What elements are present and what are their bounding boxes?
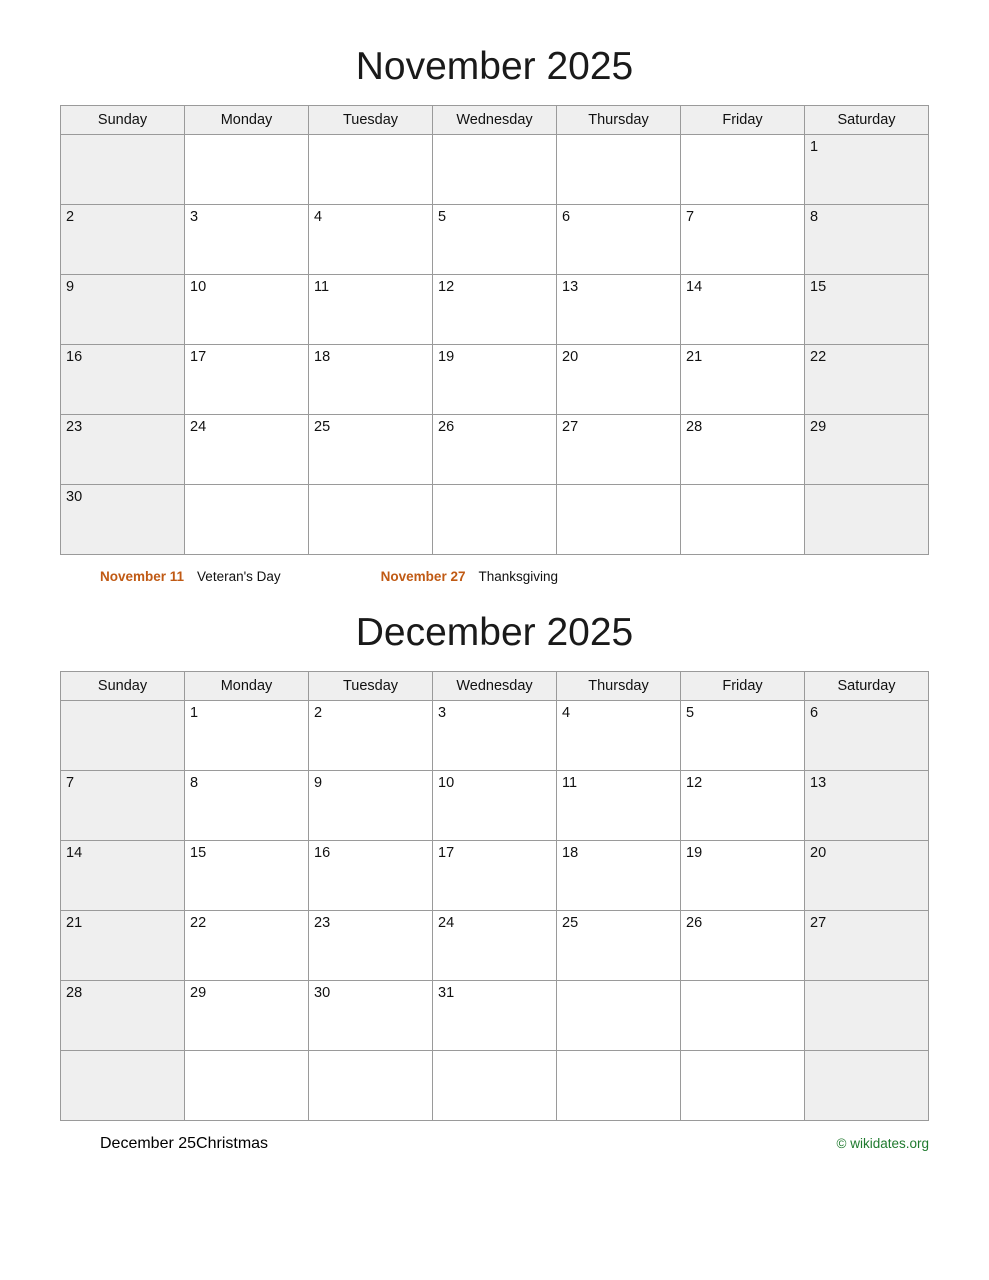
day-cell[interactable]: 26 xyxy=(681,910,805,980)
weekday-header-tuesday: Tuesday xyxy=(309,671,433,700)
calendar-week-row xyxy=(61,840,929,910)
calendar-week-row xyxy=(61,484,929,554)
calendar-week-row xyxy=(61,204,929,274)
day-cell[interactable]: 16 xyxy=(61,344,185,414)
day-cell[interactable]: 30 xyxy=(309,980,433,1050)
holiday-name: Christmas xyxy=(196,1134,269,1152)
day-cell[interactable]: 23 xyxy=(61,414,185,484)
weekday-header-friday: Friday xyxy=(681,105,805,134)
calendar-week-row xyxy=(61,770,929,840)
day-cell[interactable]: 22 xyxy=(185,910,309,980)
page-title-november: November 2025 xyxy=(355,45,634,88)
day-cell[interactable] xyxy=(309,1050,433,1120)
day-cell[interactable]: 14 xyxy=(61,840,185,910)
day-cell[interactable]: 14 xyxy=(681,274,805,344)
weekday-header-thursday: Thursday xyxy=(557,105,681,134)
calendar-week-row xyxy=(61,910,929,980)
day-cell[interactable]: 4 xyxy=(309,204,433,274)
weekday-header-wednesday: Wednesday xyxy=(433,671,557,700)
day-cell[interactable]: 29 xyxy=(805,414,929,484)
calendar-week-row xyxy=(61,1050,929,1120)
day-cell[interactable]: 28 xyxy=(61,980,185,1050)
day-cell[interactable]: 21 xyxy=(681,344,805,414)
day-cell[interactable] xyxy=(61,700,185,770)
weekday-header-saturday: Saturday xyxy=(805,671,929,700)
day-cell[interactable]: 12 xyxy=(681,770,805,840)
day-cell[interactable]: 5 xyxy=(681,700,805,770)
weekday-header-sunday: Sunday xyxy=(61,671,185,700)
day-cell[interactable]: 10 xyxy=(185,274,309,344)
day-cell[interactable]: 20 xyxy=(805,840,929,910)
day-cell[interactable]: 24 xyxy=(185,414,309,484)
day-cell[interactable]: 20 xyxy=(557,344,681,414)
holiday-entry xyxy=(381,569,558,584)
day-cell[interactable]: 22 xyxy=(805,344,929,414)
day-cell[interactable]: 18 xyxy=(557,840,681,910)
day-cell[interactable]: 25 xyxy=(309,414,433,484)
day-cell[interactable] xyxy=(557,484,681,554)
day-cell[interactable]: 31 xyxy=(433,980,557,1050)
calendar-week-row xyxy=(61,134,929,204)
weekday-header-friday: Friday xyxy=(681,671,805,700)
day-cell[interactable]: 18 xyxy=(309,344,433,414)
day-cell[interactable] xyxy=(681,980,805,1050)
day-cell[interactable] xyxy=(309,134,433,204)
day-cell[interactable]: 13 xyxy=(557,274,681,344)
day-cell[interactable] xyxy=(557,1050,681,1120)
day-cell[interactable]: 17 xyxy=(433,840,557,910)
holiday-date: November 11 xyxy=(100,568,185,584)
day-cell[interactable] xyxy=(61,1050,185,1120)
day-cell[interactable]: 19 xyxy=(433,344,557,414)
footer xyxy=(60,1121,929,1153)
day-cell[interactable]: 6 xyxy=(805,700,929,770)
day-cell[interactable] xyxy=(309,484,433,554)
day-cell[interactable]: 27 xyxy=(805,910,929,980)
calendar-table-december xyxy=(60,671,929,1121)
day-cell[interactable]: 7 xyxy=(681,204,805,274)
holiday-legend-december xyxy=(100,1135,268,1153)
day-cell[interactable]: 11 xyxy=(557,770,681,840)
weekday-header-row xyxy=(61,105,929,134)
day-cell[interactable] xyxy=(433,484,557,554)
day-cell[interactable]: 1 xyxy=(185,700,309,770)
day-cell[interactable]: 6 xyxy=(557,204,681,274)
day-cell[interactable]: 26 xyxy=(433,414,557,484)
day-cell[interactable]: 7 xyxy=(61,770,185,840)
weekday-header-row xyxy=(61,671,929,700)
day-cell[interactable]: 2 xyxy=(309,700,433,770)
calendar-table-november xyxy=(60,105,929,555)
weekday-header-sunday: Sunday xyxy=(61,105,185,134)
day-cell[interactable] xyxy=(433,1050,557,1120)
weekday-header-saturday: Saturday xyxy=(805,105,929,134)
calendar-week-row xyxy=(61,344,929,414)
day-cell[interactable]: 23 xyxy=(309,910,433,980)
day-cell[interactable]: 16 xyxy=(309,840,433,910)
day-cell[interactable]: 25 xyxy=(557,910,681,980)
weekday-header-tuesday: Tuesday xyxy=(309,105,433,134)
day-cell[interactable] xyxy=(557,134,681,204)
day-cell[interactable]: 2 xyxy=(61,204,185,274)
weekday-header-monday: Monday xyxy=(185,671,309,700)
day-cell[interactable] xyxy=(805,484,929,554)
weekday-header-thursday: Thursday xyxy=(557,671,681,700)
day-cell[interactable]: 8 xyxy=(805,204,929,274)
day-cell[interactable] xyxy=(185,1050,309,1120)
page-title-december: December 2025 xyxy=(355,610,634,654)
day-cell[interactable]: 8 xyxy=(185,770,309,840)
day-cell[interactable]: 28 xyxy=(681,414,805,484)
day-cell[interactable] xyxy=(681,484,805,554)
day-cell[interactable]: 5 xyxy=(433,204,557,274)
day-cell[interactable] xyxy=(805,1050,929,1120)
day-cell[interactable] xyxy=(185,134,309,204)
day-cell[interactable]: 11 xyxy=(309,274,433,344)
day-cell[interactable] xyxy=(61,134,185,204)
holiday-name: Thanksgiving xyxy=(478,568,559,584)
day-cell[interactable]: 24 xyxy=(433,910,557,980)
day-cell[interactable]: 17 xyxy=(185,344,309,414)
holiday-date: December 25 xyxy=(100,1134,197,1152)
calendar-week-row xyxy=(61,414,929,484)
day-cell[interactable]: 29 xyxy=(185,980,309,1050)
day-cell[interactable]: 21 xyxy=(61,910,185,980)
day-cell[interactable]: 1 xyxy=(805,134,929,204)
holiday-date: November 27 xyxy=(380,568,466,584)
month-block-december xyxy=(60,584,929,1121)
holiday-legend-november xyxy=(60,555,929,584)
day-cell[interactable] xyxy=(805,980,929,1050)
calendar-week-row xyxy=(61,700,929,770)
calendar-week-row xyxy=(61,274,929,344)
day-cell[interactable] xyxy=(185,484,309,554)
day-cell[interactable]: 3 xyxy=(185,204,309,274)
day-cell[interactable]: 4 xyxy=(557,700,681,770)
day-cell[interactable]: 30 xyxy=(61,484,185,554)
day-cell[interactable] xyxy=(557,980,681,1050)
site-credit[interactable]: © wikidates.org xyxy=(836,1135,929,1151)
day-cell[interactable] xyxy=(681,1050,805,1120)
day-cell[interactable]: 15 xyxy=(185,840,309,910)
holiday-entry xyxy=(100,569,281,584)
day-cell[interactable]: 9 xyxy=(309,770,433,840)
day-cell[interactable] xyxy=(681,134,805,204)
day-cell[interactable]: 13 xyxy=(805,770,929,840)
day-cell[interactable]: 15 xyxy=(805,274,929,344)
day-cell[interactable]: 19 xyxy=(681,840,805,910)
day-cell[interactable]: 9 xyxy=(61,274,185,344)
calendar-week-row xyxy=(61,980,929,1050)
day-cell[interactable]: 3 xyxy=(433,700,557,770)
day-cell[interactable]: 12 xyxy=(433,274,557,344)
weekday-header-monday: Monday xyxy=(185,105,309,134)
day-cell[interactable] xyxy=(433,134,557,204)
month-block-november xyxy=(60,0,929,555)
day-cell[interactable]: 10 xyxy=(433,770,557,840)
holiday-name: Veteran's Day xyxy=(197,568,281,584)
weekday-header-wednesday: Wednesday xyxy=(433,105,557,134)
day-cell[interactable]: 27 xyxy=(557,414,681,484)
